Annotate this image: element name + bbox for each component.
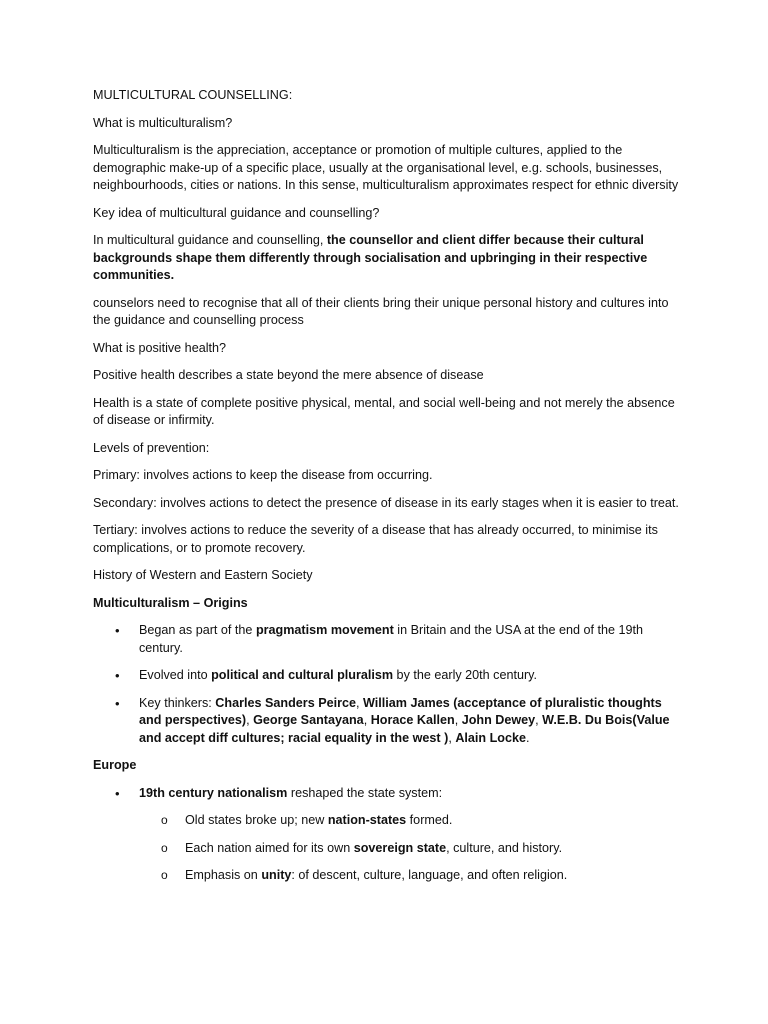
list-item: • 19th century nationalism reshaped the state system: o Old states broke up; new nation-states formed. o Each nation aimed for its own sovereign state, culture, and history. o Emphasis on unity: of descent, culture, language, and often religion.	[93, 785, 683, 885]
list-item: • Key thinkers: Charles Sanders Peirce, William James (acceptance of pluralistic thoughts and perspectives), George Santayana, Horace Kallen, John Dewey, W.E.B. Du Bois(Value and accept diff cultures; racial equality in the west ), Alain Locke.	[93, 695, 683, 748]
origins-title: Multiculturalism – Origins	[93, 595, 248, 610]
heading-history: History of Western and Eastern Society	[93, 568, 313, 582]
paragraph-counselors: counselors need to recognise that all of their clients bring their unique personal history and cultures into the guidance and counselling process	[93, 295, 669, 327]
sub-list-item: o Old states broke up; new nation-states formed.	[139, 812, 683, 830]
heading-levels-of-prevention: Levels of prevention:	[93, 440, 210, 455]
europe-list	[93, 785, 683, 885]
list-item: • Began as part of the pragmatism movement in Britain and the USA at the end of the 19th century.	[93, 622, 683, 657]
prevention-secondary: Secondary: involves actions to detect the presence of disease in its early stages when it is easier to treat.	[93, 495, 679, 510]
heading-europe	[93, 757, 683, 775]
question-key-idea: Key idea of multicultural guidance and counselling?	[93, 205, 380, 220]
origins-list	[93, 622, 683, 747]
list-item: • Evolved into political and cultural pluralism by the early 20th century.	[93, 667, 683, 685]
document-heading: MULTICULTURAL COUNSELLING:	[93, 88, 293, 102]
sub-list-item: o Each nation aimed for its own sovereign state, culture, and history.	[139, 840, 683, 858]
prevention-tertiary: Tertiary: involves actions to reduce the severity of a disease that has already occurred, to minimise its complications, or to promote recovery.	[93, 523, 658, 555]
paragraph-key-idea	[93, 232, 683, 285]
document-body	[93, 87, 683, 895]
europe-sublist	[139, 812, 683, 885]
prevention-primary: Primary: involves actions to keep the disease from occurring.	[93, 468, 433, 482]
paragraph-multiculturalism-definition: Multiculturalism is the appreciation, acceptance or promotion of multiple cultures, applied to the demographic make-up of a specific place, usually at the organisational level, e.g. schools, businesses, neighbourhoods, cities or nations. In this sense, multiculturalism approximates respect for ethnic diversity	[93, 143, 679, 192]
paragraph-positive-health: Positive health describes a state beyond the mere absence of disease	[93, 368, 484, 382]
question-positive-health: What is positive health?	[93, 340, 227, 355]
sub-list-item: o Emphasis on unity: of descent, culture, language, and often religion.	[139, 867, 683, 885]
paragraph-health-definition: Health is a state of complete positive physical, mental, and social well-being and not merely the absence of disease or infirmity.	[93, 395, 675, 427]
heading-origins	[93, 595, 683, 613]
key-idea-intro: In multicultural guidance and counselling,	[93, 233, 327, 247]
question-multiculturalism: What is multiculturalism?	[93, 115, 233, 130]
europe-title: Europe	[93, 758, 137, 772]
key-idea-bold: the counsellor and client differ because their cultural backgrounds shape them differently through socialisation and upbringing in their respective communities.	[93, 233, 648, 282]
